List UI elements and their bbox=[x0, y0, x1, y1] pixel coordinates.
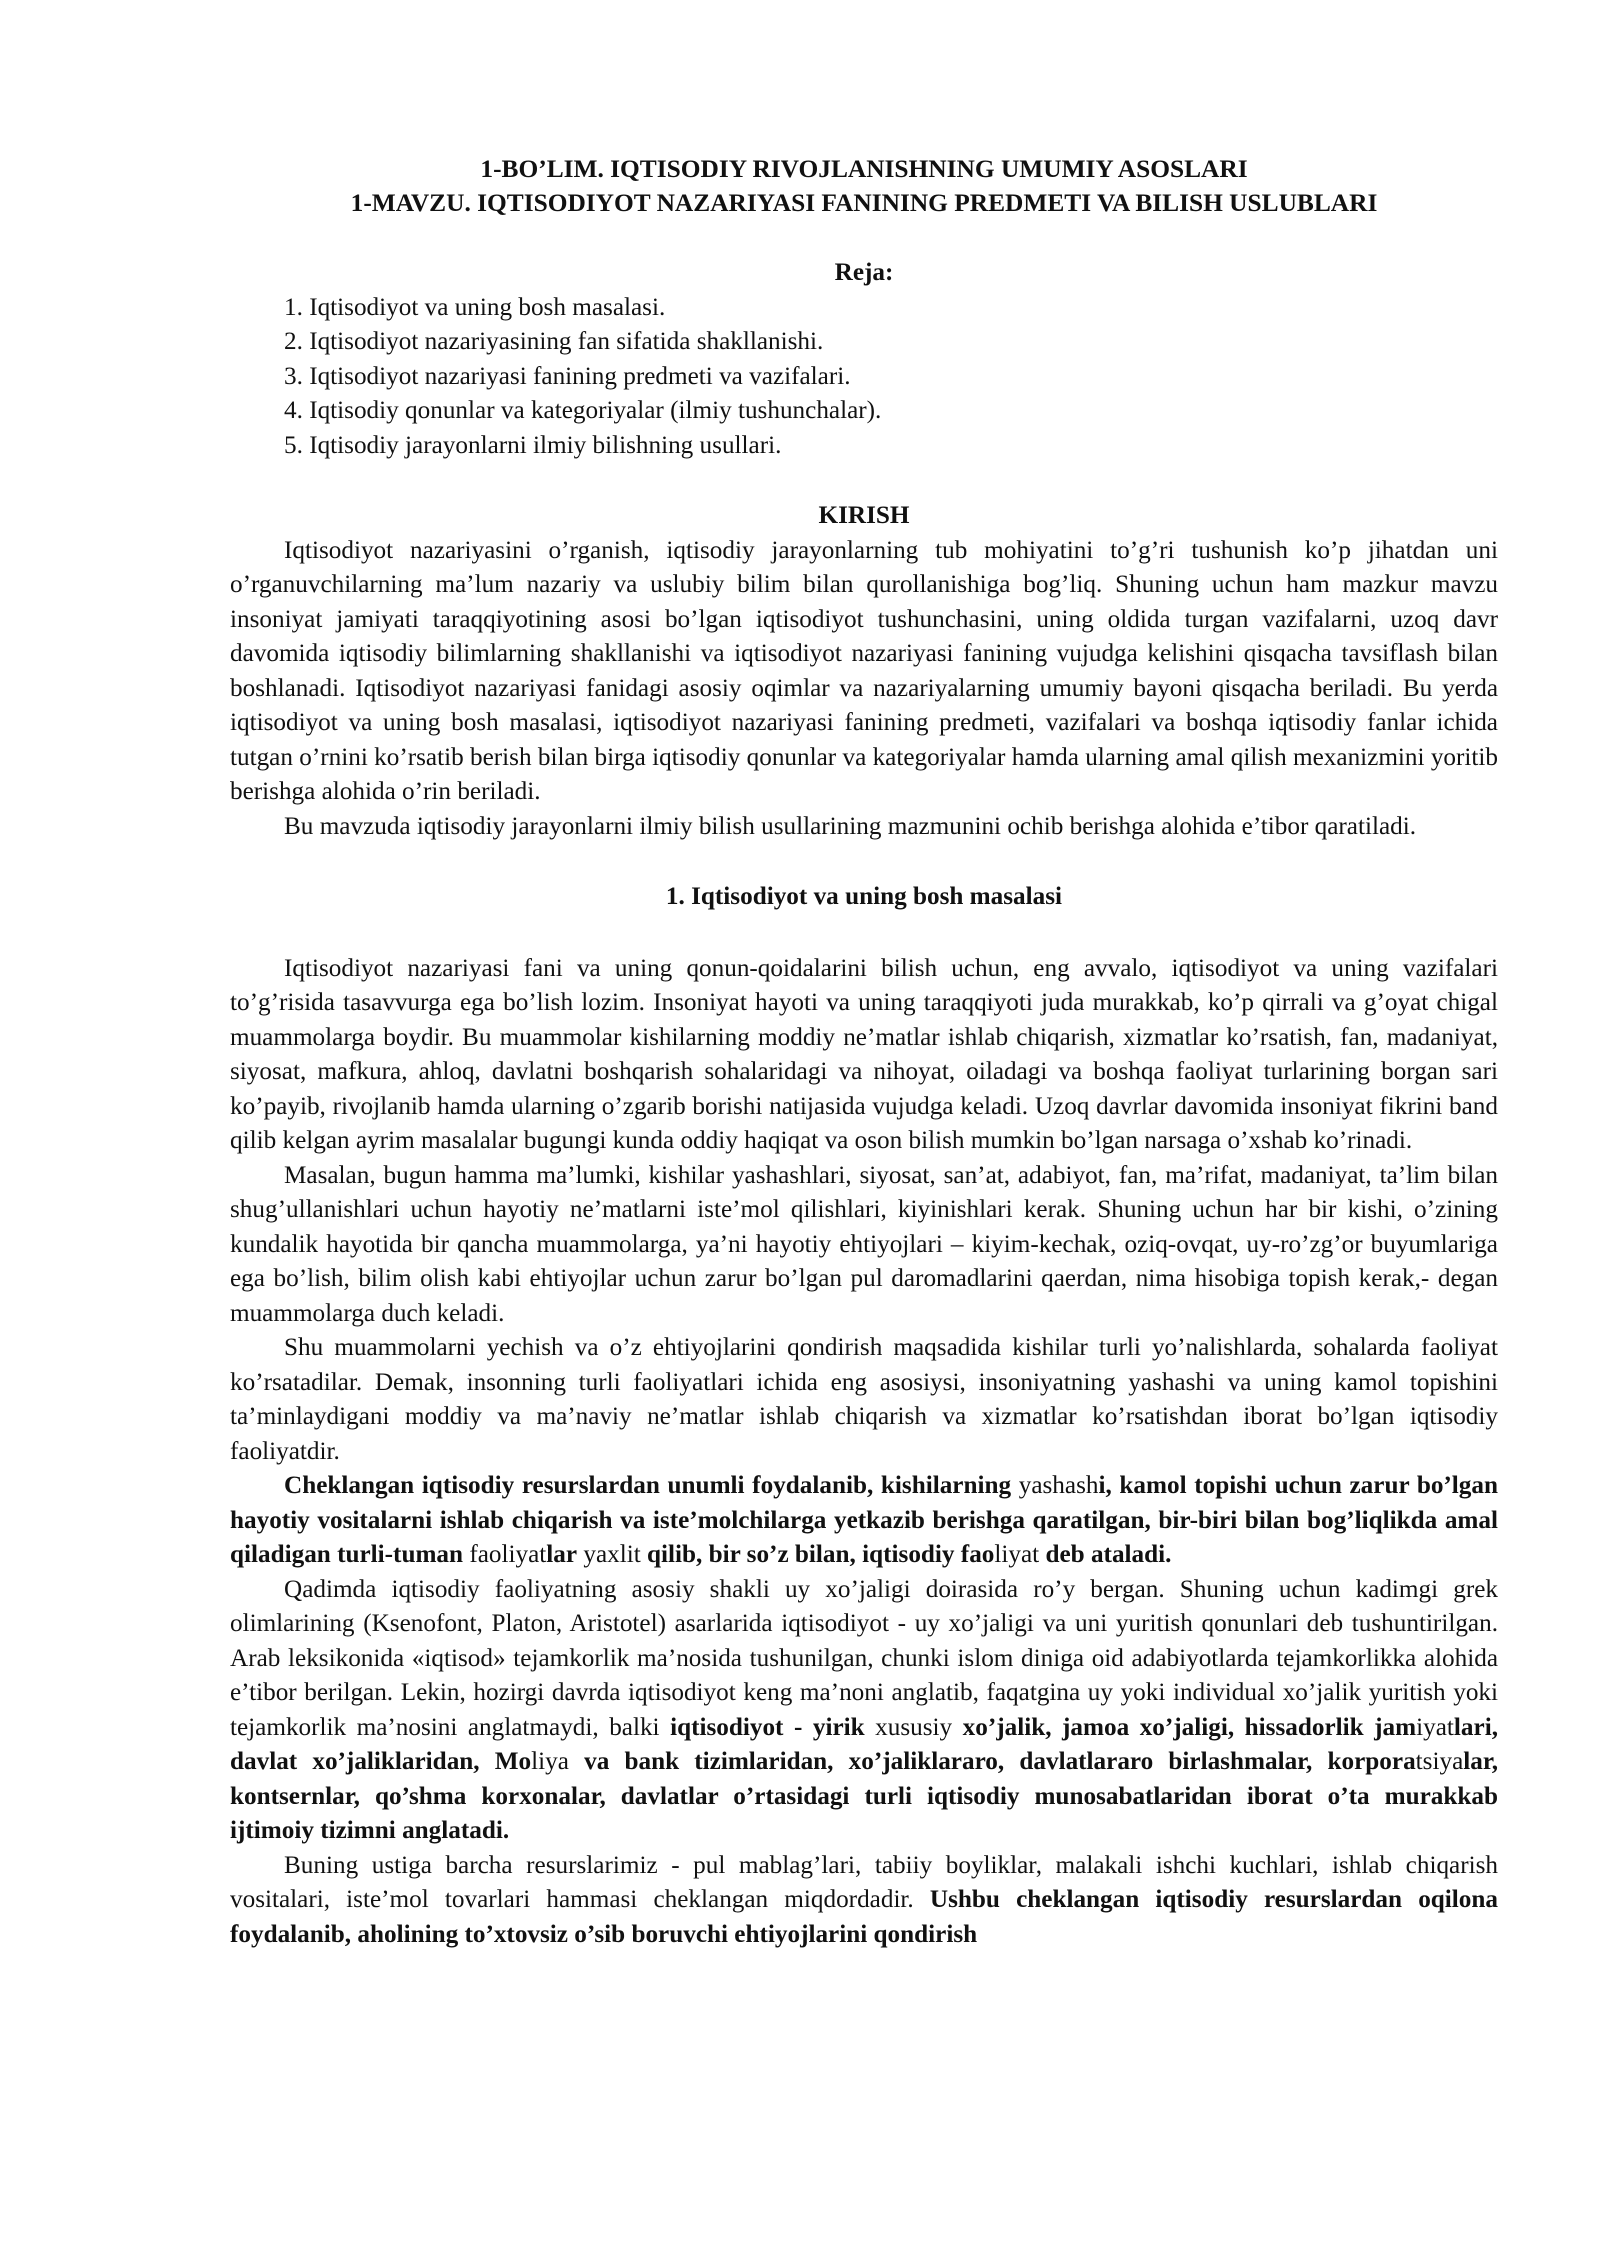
bold-run: lar, kontsernlar, qo’shma korxonalar, davlatlar o’rtasidagi turli iqtisodiy munosabatlaridan iborat o’ta murakkab ijtimoiy tizimni anglatadi. bbox=[230, 1748, 1499, 1844]
text-run: tsiya bbox=[1415, 1748, 1464, 1775]
text-run: yaxlit bbox=[577, 1541, 648, 1568]
text-run: liya bbox=[531, 1748, 569, 1775]
plan-title: Reja: bbox=[834, 259, 894, 286]
section-paragraph: Masalan, bugun hamma ma’lumki, kishilar yashashlari, siyosat, san’at, adabiyot, fan, ma’rifat, madaniyat, ta’lim bilan shug’ullanishlari uchun hayotiy ne’matlarni iste’mol qilishlari, kiyinishlari kerak. Shuning uchun har bir kishi, o’zining kundalik hayotida bir qancha muammolarga, ya’ni hayotiy ehtiyojlari – kiyim-kechak, oziq-ovqat, uy-ro’zg’or buyumlariga ega bo’lish, bilim olish kabi ehtiyojlar uchun zarur bo’lgan pul daromadlarini qaerdan, nima hisobiga topish kerak,- degan muammolarga duch keladi. bbox=[230, 1161, 1498, 1327]
part-title: 1-BO’LIM. IQTISODIY RIVOJLANISHNING UMUMIY ASOSLARI bbox=[480, 155, 1248, 183]
text-run: liyat bbox=[994, 1541, 1046, 1568]
bold-run: Ushbu cheklangan iqtisodiy resurslardan oqilona foydalanib, aholining to’xtovsiz o’sib boruvchi ehtiyojlarini qondirish bbox=[230, 1886, 1498, 1948]
document-content bbox=[230, 152, 1498, 1952]
bold-run: iqtisodiyot - yirik bbox=[670, 1713, 865, 1741]
plan-item: 2. Iqtisodiyot nazariyasining fan sifatida shakllanishi. bbox=[284, 328, 824, 355]
text-run: Qadimda iqtisodiy faoliyatning asosiy shakli uy xo’jaligi doirasida ro’y bergan. Shuning uchun kadimgi grek olimlarining (Ksenofont, Platon, Aristotel) asarlarida iqtisodiyot - uy xo’jaligi va uni yuritish qonunlari deb tushuntirilgan. Arab leksikonida «iqtisod» tejamkorlik ma’nosida tushunilgan, chunki islom diniga oid adabiyotlarda tejamkorlikka alohida e’tibor berilgan. Lekin, hozirgi davrda iqtisodiyot keng ma’noni anglatib, faqatgina uy yoki individual xo’jalik yuritish yoki tejamkorlik ma’nosini anglatmaydi, balki bbox=[230, 1575, 1498, 1741]
topic-title: 1-MAVZU. IQTISODIYOT NAZARIYASI FANINING PREDMETI VA BILISH USLUBLARI bbox=[350, 189, 1378, 217]
plan-list bbox=[230, 291, 1498, 464]
section-paragraph bbox=[230, 1849, 1498, 1953]
text-run: Buning ustiga barcha resurslarimiz - pul mablag’lari, tabiiy boyliklar, malakali ishchi kuchlari, ishlab chiqarish vositalari, iste’mol tovarlari hammasi cheklangan miqdordadir. bbox=[230, 1851, 1498, 1913]
section-paragraph bbox=[230, 1573, 1498, 1849]
plan-item: 3. Iqtisodiyot nazariyasi fanining predmeti va vazifalari. bbox=[284, 362, 851, 390]
intro-paragraph: Iqtisodiyot nazariyasini o’rganish, iqtisodiy jarayonlarning tub mohiyatini to’g’ri tushunish ko’p jihatdan uni o’rganuvchilarning ma’lum nazariy va uslubiy bilim bilan qurollanishiga bog’liq. Shuning uchun ham mazkur mavzu insoniyat jamiyati taraqqiyotining asosi bo’lgan iqtisodiyot tushunchasini, uning oldida turgan vazifalarni, uzoq davr davomida iqtisodiy bilimlarning shakllanishi va iqtisodiyot nazariyasi fanining vujudga kelishini qisqacha tavsiflash bilan boshlanadi. Iqtisodiyot nazariyasi fanidagi asosiy oqimlar va nazariyalarning umumiy bayoni qisqacha beriladi. Bu yerda iqtisodiyot va uning bosh masalasi, iqtisodiyot nazariyasi fanining predmeti, vazifalari va boshqa iqtisodiy fanlar ichida tutgan o’rnini ko’rsatib berish bilan birga iqtisodiy qonunlar va kategoriyalar hamda ularning amal qilish mexanizmini yoritib berishga alohida o’rin beriladi. bbox=[230, 536, 1498, 805]
plan-item: 5. Iqtisodiy jarayonlarni ilmiy bilishning usullari. bbox=[284, 431, 782, 459]
plan-item: 1. Iqtisodiyot va uning bosh masalasi. bbox=[284, 293, 666, 321]
text-run: xususiy bbox=[864, 1713, 963, 1741]
section-paragraph: Iqtisodiyot nazariyasi fani va uning qonun-qoidalarini bilish uchun, eng avvalo, iqtisodiyot va uning vazifalari to’g’risida tasavvurga ega bo’lish lozim. Insoniyat hayoti va uning taraqqiyoti juda murakkab, ko’p qirrali va g’oyat chigal muammolarga boydir. Bu muammolar kishilarning moddiy ne’matlar ishlab chiqarish, xizmatlar ko’rsatish, fan, madaniyat, siyosat, mafkura, ahloq, davlatni boshqarish sohalaridagi va nihoyat, oiladagi va boshqa faoliyat turlarining borgan sari ko’payib, rivojlanib hamda ularning o’zgarib borishi natijasida vujudga keladi. Uzoq davrlar davomida insoniyat fikrini band qilib kelgan ayrim masalalar bugungi kunda oddiy haqiqat va oson bilish mumkin bo’lgan narsaga o’xshab ko’rinadi. bbox=[230, 954, 1498, 1154]
bold-run: xo’jalik, jamoa xo’jaligi, hissadorlik jam bbox=[962, 1713, 1417, 1741]
section-paragraph: Shu muammolarni yechish va o’z ehtiyojlarini qondirish maqsadida kishilar turli yo’nalishlarda, sohalarda faoliyat ko’rsatadilar. Demak, insonning turli faoliyatlari ichida eng asosiysi, insoniyatning yashashi va uning kamol topishini ta’minlaydigani moddiy va ma’naviy ne’matlar ishlab chiqarish va xizmatlar ko’rsatishdan iborat bo’lgan iqtisodiy faoliyatdir. bbox=[230, 1334, 1498, 1465]
bold-run: va bank tizimlaridan, xo’jaliklararo, davlatlararo birlashmalar, korpora bbox=[568, 1748, 1416, 1775]
text-run: yashash bbox=[1011, 1472, 1099, 1499]
intro-title: KIRISH bbox=[818, 502, 910, 529]
plan-item: 4. Iqtisodiy qonunlar va kategoriyalar (ilmiy tushunchalar). bbox=[284, 397, 882, 424]
bold-run: Cheklangan iqtisodiy resurslardan unumli foydalanib, kishilarning bbox=[284, 1472, 1012, 1499]
section-title: 1. Iqtisodiyot va uning bosh masalasi bbox=[665, 883, 1063, 910]
intro-paragraph: Bu mavzuda iqtisodiy jarayonlarni ilmiy bilish usullarining mazmunini ochib berishga alohida e’tibor qaratiladi. bbox=[284, 812, 1417, 840]
text-run: faoliyat bbox=[463, 1541, 547, 1568]
text-run: iyat bbox=[1416, 1713, 1454, 1741]
bold-run: i, kamol topishi uchun zarur bo’lgan hayotiy vositalarni ishlab chiqarish va iste’molchilarga yetkazib berishga qaratilgan, bir-biri bilan bog’liqlikda amal qiladigan turli-tuman bbox=[230, 1472, 1498, 1568]
bold-run: deb ataladi. bbox=[1045, 1541, 1172, 1568]
bold-run: qilib, bir so’z bilan, iqtisodiy fao bbox=[647, 1541, 995, 1568]
bold-run: lar bbox=[546, 1541, 578, 1568]
bold-run: lari, davlat xo’jaliklaridan, Mo bbox=[230, 1713, 1498, 1775]
definition-paragraph bbox=[230, 1469, 1498, 1573]
